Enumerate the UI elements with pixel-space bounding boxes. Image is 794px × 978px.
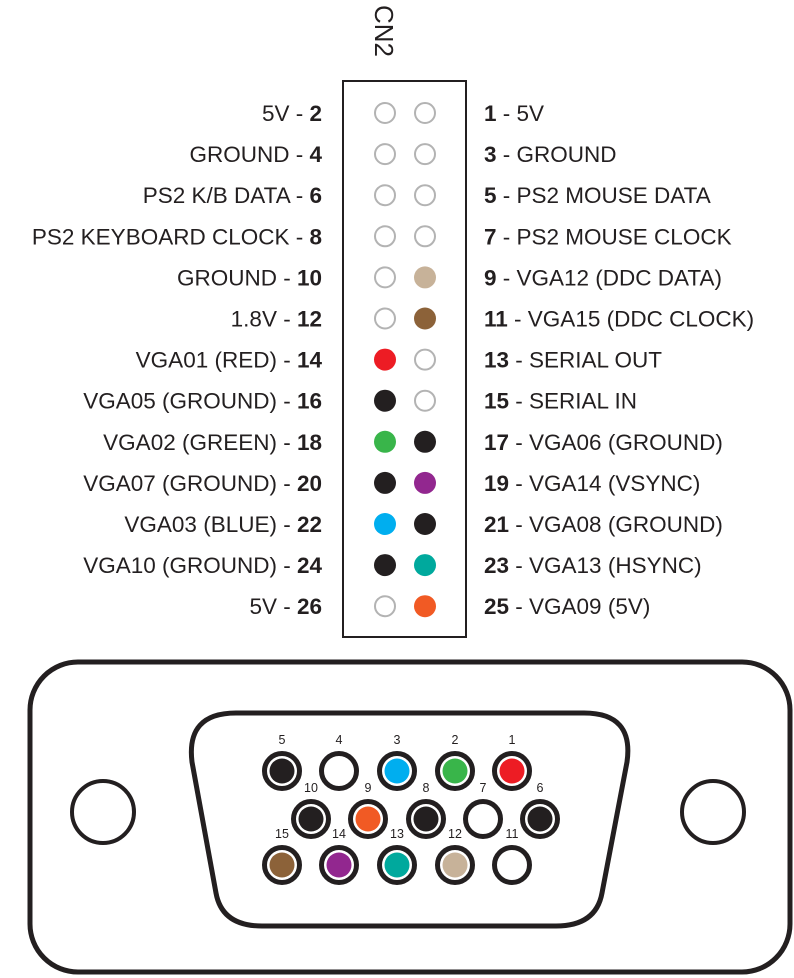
pin-separator: - xyxy=(276,264,297,290)
pin-number: 16 xyxy=(296,388,322,414)
vga-pin-fill xyxy=(500,759,525,784)
vga-pin-fill xyxy=(270,759,295,784)
vga-pin-number: 2 xyxy=(451,733,459,747)
pin-number: 24 xyxy=(296,552,322,578)
vga-pin-number: 10 xyxy=(304,781,318,795)
pin-label-left xyxy=(231,306,322,331)
pin-name: PS2 MOUSE CLOCK xyxy=(516,223,732,249)
pin-number: 18 xyxy=(296,429,322,455)
pin-label-left xyxy=(143,183,322,208)
pin-number: 23 xyxy=(484,552,510,578)
pin-name: VGA13 (HSYNC) xyxy=(529,552,702,578)
vga-pin-fill xyxy=(385,759,410,784)
pin-name: VGA14 (VSYNC) xyxy=(529,470,701,496)
pin-separator: - xyxy=(509,388,530,414)
header-pin-8 xyxy=(375,226,395,246)
header-pin-18 xyxy=(374,431,396,453)
pin-number: 15 xyxy=(484,388,510,414)
pin-number: 9 xyxy=(484,264,497,290)
header-pin-6 xyxy=(375,185,395,205)
pin-separator: - xyxy=(496,141,517,167)
vga-pin-number: 15 xyxy=(275,827,289,841)
vga-pin-fill xyxy=(356,807,381,832)
pin-separator: - xyxy=(507,306,528,331)
vga-pin-number: 7 xyxy=(479,781,487,795)
connector-title: CN2 xyxy=(369,4,399,58)
vga-pin-fill xyxy=(528,807,553,832)
pin-number: 22 xyxy=(296,511,322,537)
header-pin-13 xyxy=(415,350,435,370)
pin-name: VGA15 (DDC CLOCK) xyxy=(527,306,755,331)
header-pin-26 xyxy=(375,596,395,616)
vga-pin-number: 14 xyxy=(332,827,346,841)
pin-name: GROUND xyxy=(516,141,617,167)
pin-label-left xyxy=(32,224,322,249)
pin-separator: - xyxy=(509,429,530,455)
vga-pin-fill xyxy=(385,853,410,878)
pin-number: 11 xyxy=(484,306,508,331)
pin-separator: - xyxy=(276,429,297,455)
header-pin-10 xyxy=(375,267,395,287)
vga-pin-number: 13 xyxy=(390,827,404,841)
pin-number: 1 xyxy=(484,100,497,126)
pin-label-right xyxy=(484,347,662,372)
header-pin-23 xyxy=(414,554,436,576)
pin-label-right xyxy=(484,142,617,167)
pin-label-left xyxy=(83,553,322,578)
pin-separator: - xyxy=(276,511,297,537)
vga-pin-number: 4 xyxy=(335,733,343,747)
pin-number: 14 xyxy=(296,347,322,373)
vga-pin-number: 11 xyxy=(505,827,519,841)
pin-label-right xyxy=(484,429,723,454)
pin-number: 5 xyxy=(484,182,497,208)
vga-pin-fill xyxy=(443,759,468,784)
header-box xyxy=(343,81,466,637)
pin-separator: - xyxy=(509,347,530,373)
header-pin-2 xyxy=(375,103,395,123)
pin-name: VGA10 (GROUND) xyxy=(83,552,277,578)
header-pin-25 xyxy=(414,595,436,617)
pin-separator: - xyxy=(289,141,310,167)
pin-name: VGA03 (BLUE) xyxy=(124,511,277,537)
pin-separator: - xyxy=(276,388,297,414)
pin-label-left xyxy=(177,265,322,290)
pin-label-left xyxy=(136,347,323,372)
pin-name: VGA12 (DDC DATA) xyxy=(516,264,722,290)
vga-pin-number: 6 xyxy=(536,781,544,795)
pin-name: SERIAL OUT xyxy=(529,347,662,373)
pin-number: 26 xyxy=(296,593,322,619)
header-pin-16 xyxy=(374,390,396,412)
pin-name: VGA05 (GROUND) xyxy=(83,388,277,414)
pin-label-left xyxy=(83,388,322,413)
pin-number: 19 xyxy=(484,470,510,496)
vga-pin-number: 1 xyxy=(508,733,516,747)
vga-pin-fill xyxy=(443,853,468,878)
header-pin-1 xyxy=(415,103,435,123)
pin-separator: - xyxy=(276,306,297,331)
pin-separator: - xyxy=(509,511,530,537)
pin-separator: - xyxy=(289,100,310,126)
pin-separator: - xyxy=(276,552,297,578)
pin-number: 3 xyxy=(484,141,497,167)
vga-pin-ring xyxy=(322,754,357,789)
pin-name: 5V xyxy=(516,100,545,126)
pin-name: 1.8V xyxy=(230,306,277,331)
pin-name: VGA09 (5V) xyxy=(529,593,651,619)
pin-separator: - xyxy=(509,593,530,619)
pin-separator: - xyxy=(509,470,530,496)
vga-pin-number: 8 xyxy=(422,781,430,795)
pin-separator: - xyxy=(496,223,517,249)
header-pin-9 xyxy=(414,266,436,288)
pin-name: VGA06 (GROUND) xyxy=(529,429,723,455)
header-pin-22 xyxy=(374,513,396,535)
pin-label-right xyxy=(484,183,711,208)
pin-name: PS2 K/B DATA xyxy=(142,182,290,208)
vga-pin-fill xyxy=(299,807,324,832)
vga-pin-ring xyxy=(466,802,501,837)
vga-pin-fill xyxy=(327,853,352,878)
pin-name: PS2 MOUSE DATA xyxy=(516,182,711,208)
pin-separator: - xyxy=(496,100,517,126)
header-pin-19 xyxy=(414,472,436,494)
pin-name: PS2 KEYBOARD CLOCK xyxy=(31,223,290,249)
pin-separator: - xyxy=(289,182,310,208)
pin-label-left xyxy=(103,429,322,454)
pin-number: 12 xyxy=(296,306,322,331)
header-pin-17 xyxy=(414,431,436,453)
pin-number: 10 xyxy=(296,264,322,290)
pin-label-right xyxy=(484,553,702,578)
pin-label-right xyxy=(484,470,700,495)
pin-name: VGA07 (GROUND) xyxy=(83,470,277,496)
pin-separator: - xyxy=(496,182,517,208)
pin-label-right xyxy=(484,306,754,331)
pin-number: 13 xyxy=(484,347,510,373)
pin-number: 21 xyxy=(484,511,510,537)
vga-pin-number: 12 xyxy=(448,827,462,841)
pin-label-left xyxy=(249,594,322,619)
pin-separator: - xyxy=(509,552,530,578)
vga-pin-ring xyxy=(495,848,530,883)
pin-label-left xyxy=(262,101,322,126)
pin-number: 17 xyxy=(484,429,510,455)
pin-separator: - xyxy=(276,593,297,619)
vga-pin-fill xyxy=(270,853,295,878)
pin-label-right xyxy=(484,388,637,413)
header-pin-11 xyxy=(414,308,436,330)
pin-label-left xyxy=(83,470,322,495)
header-pin-12 xyxy=(375,309,395,329)
vga-pin-fill xyxy=(414,807,439,832)
pin-separator: - xyxy=(289,223,310,249)
pin-name: VGA01 (RED) xyxy=(135,347,277,373)
pin-name: 5V xyxy=(249,593,277,619)
vga-pin-number: 5 xyxy=(278,733,286,747)
pin-separator: - xyxy=(276,347,297,373)
pin-number: 4 xyxy=(309,141,322,167)
pin-name: 5V xyxy=(261,100,290,126)
header-pin-3 xyxy=(415,144,435,164)
header-pin-24 xyxy=(374,554,396,576)
pin-name: VGA02 (GREEN) xyxy=(103,429,277,455)
header-pin-7 xyxy=(415,226,435,246)
vga-pin-number: 3 xyxy=(393,733,401,747)
pin-name: VGA08 (GROUND) xyxy=(529,511,723,537)
pin-number: 25 xyxy=(484,593,510,619)
pin-number: 2 xyxy=(309,100,322,126)
pin-label-right xyxy=(484,594,650,619)
pin-label-right xyxy=(484,101,544,126)
vga-pin-number: 9 xyxy=(364,781,372,795)
pin-label-right xyxy=(484,265,722,290)
pin-label-left xyxy=(189,142,322,167)
header-pin-21 xyxy=(414,513,436,535)
header-pin-4 xyxy=(375,144,395,164)
pin-separator: - xyxy=(496,264,517,290)
mounting-hole-right xyxy=(682,781,744,843)
header-pin-15 xyxy=(415,391,435,411)
pin-label-left xyxy=(124,512,322,537)
pin-name: GROUND xyxy=(176,264,277,290)
pin-name: SERIAL IN xyxy=(529,388,637,414)
header-pin-5 xyxy=(415,185,435,205)
pin-number: 20 xyxy=(296,470,322,496)
pin-label-right xyxy=(484,224,732,249)
pin-name: GROUND xyxy=(189,141,290,167)
pin-number: 7 xyxy=(484,223,497,249)
mounting-hole-left xyxy=(72,781,134,843)
header-pin-20 xyxy=(374,472,396,494)
pin-label-right xyxy=(484,512,723,537)
pin-number: 6 xyxy=(309,182,322,208)
pin-separator: - xyxy=(276,470,297,496)
header-pin-14 xyxy=(374,349,396,371)
pin-number: 8 xyxy=(309,223,322,249)
